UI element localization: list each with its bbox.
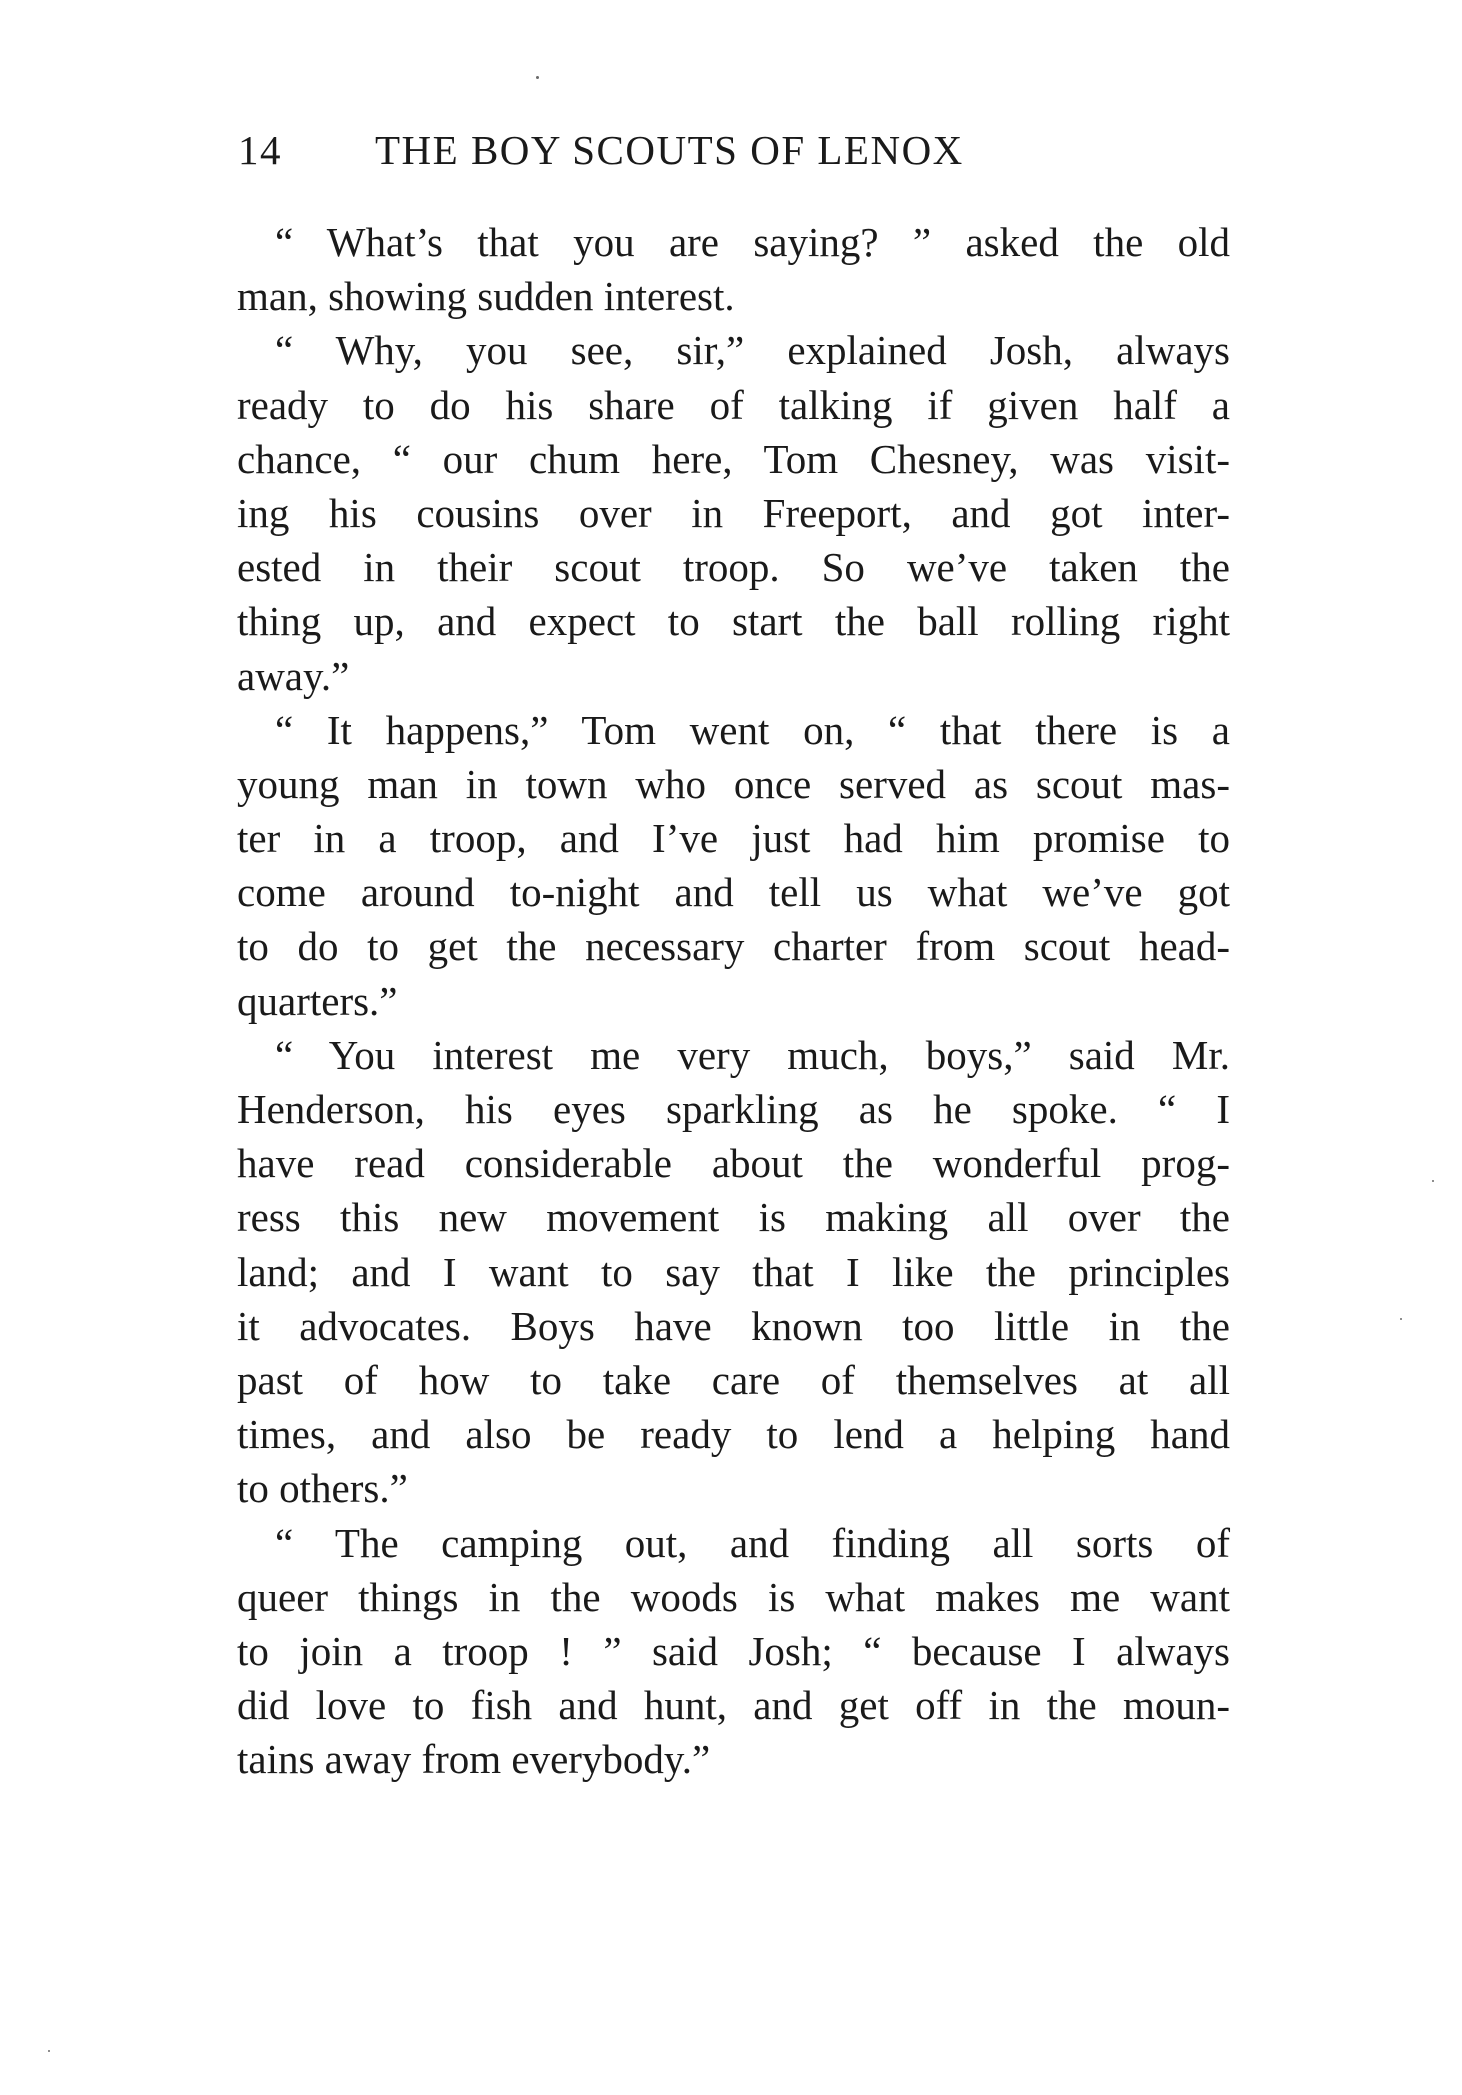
- text-line: “ What’s that you are saying? ” asked the old: [275, 219, 1230, 265]
- text-line: queer things in the woods is what makes me want: [237, 1573, 1230, 1620]
- running-title: THE BOY SCOUTS OF LENOX: [375, 127, 964, 173]
- text-line: young man in town who once served as scout mas-: [237, 760, 1230, 807]
- text-line: “ Why, you see, sir,” explained Josh, always: [275, 327, 1230, 374]
- text-line: ing his cousins over in Freeport, and got inter-: [237, 489, 1230, 536]
- paper-speck: [536, 76, 539, 79]
- text-line: ested in their scout troop. So we’ve taken the: [237, 544, 1230, 591]
- text-line: it advocates. Boys have known too little in the: [237, 1302, 1230, 1349]
- text-line: ter in a troop, and I’ve just had him promise to: [237, 815, 1230, 862]
- text-line: “ The camping out, and finding all sorts of: [275, 1519, 1230, 1566]
- text-line: man, showing sudden interest.: [237, 273, 735, 320]
- text-line: ready to do his share of talking if given half a: [237, 381, 1230, 428]
- text-line: to others.”: [237, 1465, 408, 1512]
- paper-speck: [48, 2050, 50, 2052]
- text-line: Henderson, his eyes sparkling as he spoke. “ I: [237, 1086, 1230, 1132]
- text-line: tains away from everybody.”: [237, 1736, 711, 1783]
- paper-speck: [1432, 1180, 1434, 1182]
- text-line: past of how to take care of themselves at all: [237, 1356, 1230, 1403]
- text-line: chance, “ our chum here, Tom Chesney, was visit-: [237, 435, 1230, 482]
- text-line: have read considerable about the wonderful prog-: [237, 1140, 1230, 1187]
- text-line: did love to fish and hunt, and get off in the moun-: [237, 1682, 1230, 1729]
- text-line: thing up, and expect to start the ball rolling right: [237, 598, 1230, 645]
- paper-speck: [1400, 1318, 1402, 1320]
- body-text: [237, 215, 1230, 1786]
- text-line: to join a troop ! ” said Josh; “ because I always: [237, 1627, 1230, 1674]
- text-line: come around to-night and tell us what we’ve got: [237, 869, 1230, 916]
- running-head: [238, 126, 1228, 186]
- text-line: away.”: [237, 652, 350, 699]
- text-line: land; and I want to say that I like the principles: [237, 1248, 1230, 1295]
- text-line: “ You interest me very much, boys,” said Mr.: [275, 1031, 1230, 1078]
- text-line: times, and also be ready to lend a helping hand: [237, 1411, 1230, 1458]
- text-line: quarters.”: [237, 977, 398, 1024]
- text-line: ress this new movement is making all over the: [237, 1194, 1230, 1241]
- text-line: “ It happens,” Tom went on, “ that there is a: [275, 706, 1230, 753]
- page-number: 14: [238, 127, 282, 173]
- text-line: to do to get the necessary charter from scout head-: [237, 923, 1230, 970]
